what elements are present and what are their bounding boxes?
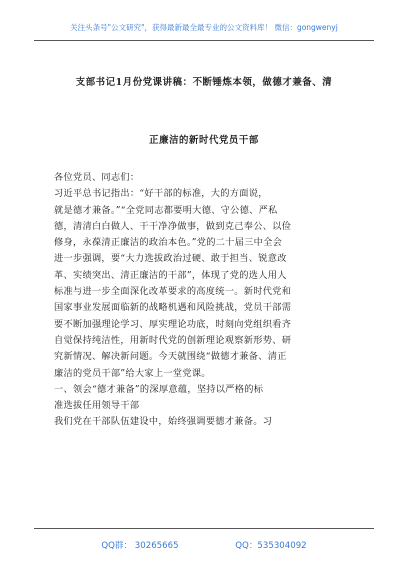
body-line: 一、领会“德才兼备”的深厚意蕴，坚持以严格的标 <box>54 383 264 395</box>
body-line: 廉洁的党员干部”给大家上一堂党课。 <box>54 367 211 379</box>
document-title-line-1: 支部书记1月份党课讲稿：不断锤炼本领，做德才兼备、清 <box>75 77 333 88</box>
body-line: 我们党在干部队伍建设中，始终强调要德才兼备。习 <box>54 416 273 428</box>
body-line: 国家事业发展面临新的战略机遇和风险挑战，党员干部需 <box>54 302 292 314</box>
body-line: 进一步强调，要“大力选拔政治过硬、敢于担当、锐意改 <box>54 253 287 265</box>
document-body <box>54 170 354 431</box>
footer-divider <box>34 528 374 529</box>
body-line: 德，清清白白做人、干干净净做事，做到克己奉公、以俭 <box>54 220 292 232</box>
document-title-line-2: 正廉洁的新时代党员干部 <box>149 135 259 146</box>
body-line: 标准与进一步全面深化改革要求的高度统一。新时代党和 <box>54 286 292 298</box>
body-line: 就是德才兼备。”“全党同志都要明大德、守公德、严私 <box>54 204 278 216</box>
body-line: 自觉保持纯洁性，用新时代党的创新理论观察新形势、研 <box>54 334 292 346</box>
footer-qq: QQ：535304092 <box>235 541 307 551</box>
body-line: 习近平总书记指出：“好干部的标准，大的方面说， <box>54 188 268 200</box>
footer-qq-group: QQ群： 30265665 <box>101 541 179 551</box>
body-line: 革、实绩突出、清正廉洁的干部”，体现了党的选人用人 <box>54 269 287 281</box>
header-divider <box>34 40 374 41</box>
header-banner: 关注头条号"公文研究"，获得最新最全最专业的公文资料库！ 微信：gongwenyj <box>70 23 338 32</box>
body-line: 要不断加强理论学习、厚实理论功底，时刻向党组织看齐 <box>54 318 292 330</box>
body-line: 修身，永葆清正廉洁的政治本色。”党的二十届三中全会 <box>54 237 283 249</box>
footer <box>0 539 408 551</box>
body-line: 究新情况、解决新问题。今天就围绕“做德才兼备、清正 <box>54 351 287 363</box>
body-line: 准选拔任用领导干部 <box>54 400 140 412</box>
body-line: 各位党员、同志们： <box>54 172 140 183</box>
